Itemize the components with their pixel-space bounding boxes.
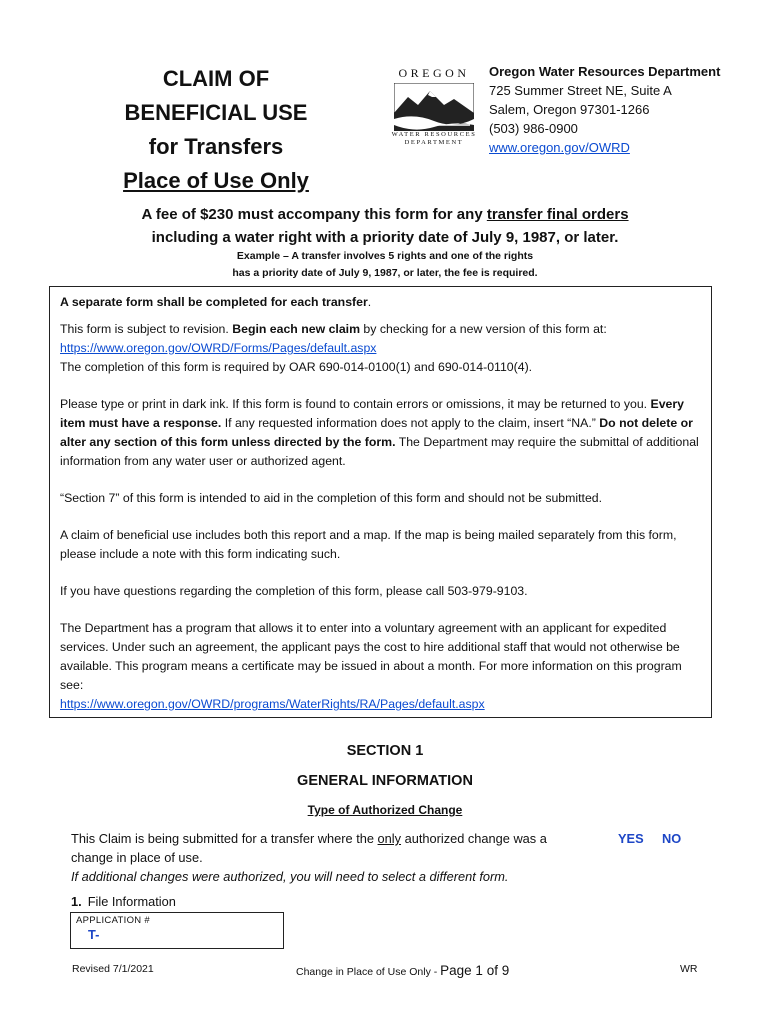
claim-text-end: authorized change was a change in place of use. bbox=[71, 831, 547, 865]
file-information-text: File Information bbox=[87, 894, 176, 909]
application-number-label: APPLICATION # bbox=[76, 915, 150, 926]
claim-note: If additional changes were authorized, you will need to select a different form. bbox=[71, 869, 509, 884]
revision-text: This form is subject to revision. bbox=[60, 322, 233, 336]
claim-text: This Claim is being submitted for a transfer where the bbox=[71, 831, 378, 846]
application-number-value: T- bbox=[88, 927, 100, 942]
instructions-box bbox=[49, 286, 712, 718]
ink-paragraph bbox=[60, 395, 701, 471]
no-option[interactable]: NO bbox=[662, 831, 682, 846]
section-1-heading: SECTION 1 bbox=[346, 743, 424, 759]
fee-example bbox=[160, 248, 610, 282]
application-number-field[interactable] bbox=[70, 912, 284, 949]
title-line-1: CLAIM OF bbox=[162, 66, 270, 91]
ink-text: Please type or print in dark ink. If this form is found to contain errors or omissions, it may be returned to you. bbox=[60, 397, 651, 411]
owrd-logo bbox=[388, 66, 480, 150]
title-line-2: BENEFICIAL USE bbox=[124, 100, 308, 125]
file-information-number: 1. bbox=[71, 894, 82, 909]
footer-code: WR bbox=[680, 963, 698, 975]
title-line-3: for Transfers bbox=[148, 134, 284, 159]
footer-revised: Revised 7/1/2021 bbox=[72, 963, 154, 975]
fee-line-2: including a water right with a priority date of July 9, 1987, or later. bbox=[151, 229, 619, 246]
agency-name: Oregon Water Resources Department bbox=[489, 64, 721, 79]
type-of-authorized-change-heading: Type of Authorized Change bbox=[307, 803, 463, 817]
fee-transfer-final-orders: transfer final orders bbox=[486, 206, 629, 223]
logo-bottom-line-1: WATER RESOURCES bbox=[391, 131, 477, 138]
logo-bottom-line-2: DEPARTMENT bbox=[404, 139, 464, 146]
fee-example-line-1: Example – A transfer involves 5 rights and one of the rights bbox=[236, 250, 534, 262]
ink-bold-2: Do not delete or alter any section of this form unless directed by the form. bbox=[60, 416, 693, 449]
separate-form-period: . bbox=[367, 295, 372, 309]
forms-link[interactable]: https://www.oregon.gov/OWRD/Forms/Pages/default.aspx bbox=[60, 341, 377, 355]
fee-example-line-2: has a priority date of July 9, 1987, or later, the fee is required. bbox=[232, 267, 538, 279]
agency-website-link[interactable]: www.oregon.gov/OWRD bbox=[489, 140, 630, 155]
ink-text-mid: If any requested information does not apply to the claim, insert “NA.” bbox=[221, 416, 600, 430]
yes-option[interactable]: YES bbox=[618, 831, 644, 846]
revision-paragraph bbox=[60, 320, 701, 339]
program-paragraph: The Department has a program that allows it to enter into a voluntary agreement with an applicant for expedited services. Under such an agreement, the applicant pays the cost to hire additional staff that would not otherwise be available. This program means a certificate may be issued in about a month. For more information on this program see: bbox=[60, 621, 682, 692]
separate-form-note: A separate form shall be completed for each transfer bbox=[60, 295, 368, 309]
footer-page-number: Page 1 of 9 bbox=[440, 963, 510, 978]
section7-paragraph: “Section 7” of this form is intended to aid in the completion of this form and should not be submitted. bbox=[60, 491, 603, 505]
form-title bbox=[100, 62, 332, 198]
claim-statement bbox=[71, 829, 571, 886]
program-link[interactable]: https://www.oregon.gov/OWRD/programs/WaterRights/RA/Pages/default.aspx bbox=[60, 697, 485, 711]
map-paragraph: A claim of beneficial use includes both this report and a map. If the map is being mailed separately from this form, please include a note with this form indicating such. bbox=[60, 528, 677, 561]
agency-contact bbox=[489, 62, 720, 157]
agency-phone: (503) 986-0900 bbox=[489, 121, 578, 136]
footer-form-name: Change in Place of Use Only - bbox=[296, 966, 441, 978]
title-line-4: Place of Use Only bbox=[123, 168, 309, 193]
revision-text-end: by checking for a new version of this form at: bbox=[360, 322, 607, 336]
footer-center bbox=[296, 963, 509, 978]
mountain-landscape-icon bbox=[394, 83, 474, 131]
ink-text-end: The Department may require the submittal of additional information from any water user or authorized agent. bbox=[60, 435, 699, 468]
general-information-heading: GENERAL INFORMATION bbox=[297, 773, 473, 789]
claim-only: only bbox=[377, 831, 402, 846]
agency-address-2: Salem, Oregon 97301-1266 bbox=[489, 102, 650, 117]
ink-bold-1: Every item must have a response. bbox=[60, 397, 685, 430]
revision-bold: Begin each new claim bbox=[232, 322, 361, 336]
file-information-label bbox=[71, 894, 176, 909]
fee-notice bbox=[60, 203, 710, 249]
agency-address-1: 725 Summer Street NE, Suite A bbox=[489, 83, 672, 98]
logo-top-text: OREGON bbox=[398, 66, 470, 80]
fee-line-1: A fee of $230 must accompany this form for any bbox=[141, 206, 487, 223]
questions-paragraph: If you have questions regarding the completion of this form, please call 503-979-9103. bbox=[60, 584, 528, 598]
oar-paragraph: The completion of this form is required by OAR 690-014-0100(1) and 690-014-0110(4). bbox=[60, 360, 533, 374]
